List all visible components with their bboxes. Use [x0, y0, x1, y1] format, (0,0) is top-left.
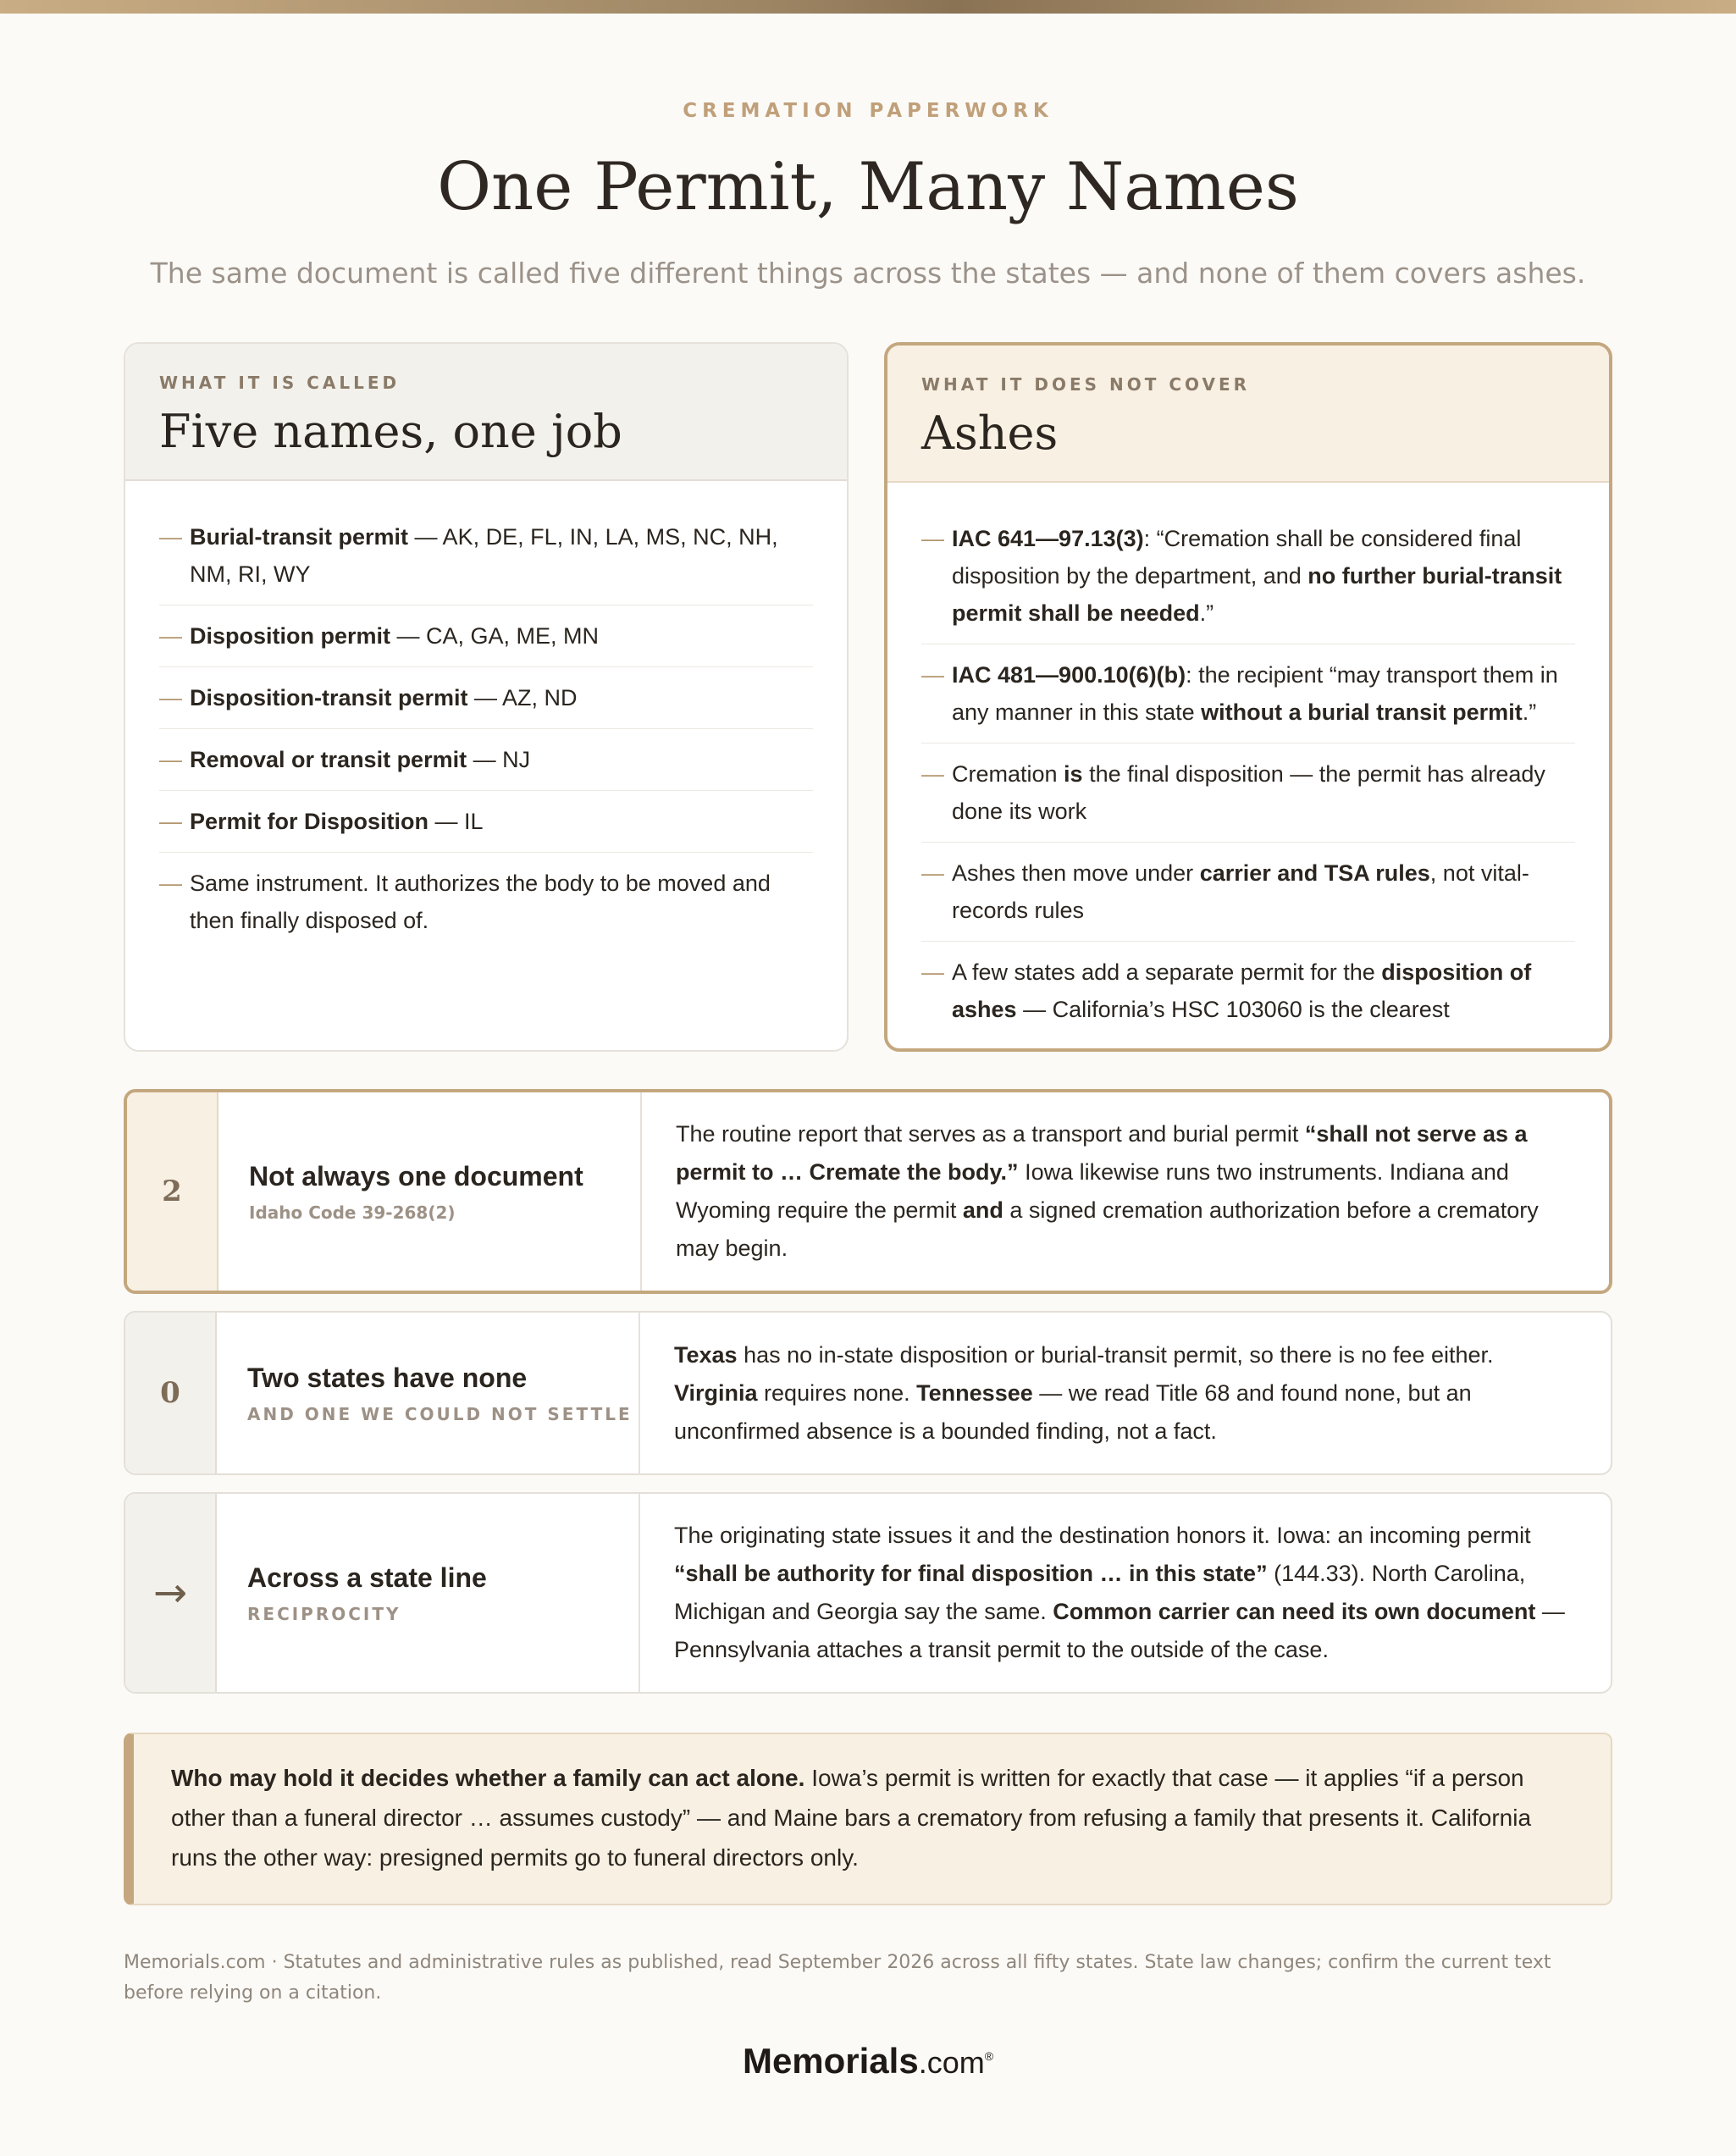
- body-text: has no in-state disposition or burial-transit permit, so there is no fee either.: [737, 1341, 1494, 1368]
- logo-tld: .com: [918, 2045, 985, 2080]
- row-body: [642, 1092, 1609, 1291]
- item-emphasis: carrier and TSA rules: [1199, 860, 1430, 886]
- row-subtitle: RECIPROCITY: [247, 1603, 401, 1624]
- row-body: [640, 1494, 1611, 1692]
- page-subtitle: The same document is called five different things across the states — and none of them covers ashes.: [150, 257, 1586, 290]
- dash-icon: —: [159, 747, 182, 772]
- row-not-always-one-document: [124, 1089, 1612, 1294]
- item-text: the final disposition — the permit has already done its work: [952, 761, 1545, 824]
- body-text: a signed cremation authorization before a crematory may begin.: [676, 1197, 1539, 1261]
- row-title: Not always one document: [249, 1160, 583, 1191]
- row-label: [217, 1494, 640, 1692]
- dash-icon: —: [921, 526, 944, 551]
- body-text: — we read Title 68 and found none, but an unconfirmed absence is a bounded finding, not a fact.: [674, 1379, 1472, 1444]
- memorials-logo[interactable]: [0, 2041, 1736, 2081]
- item-term: Disposition permit: [190, 623, 391, 649]
- item-text: A few states add a separate permit for the: [952, 959, 1382, 985]
- logo-registered-mark: ®: [984, 2049, 994, 2063]
- item-text: Cremation: [952, 761, 1064, 787]
- body-emphasis: Tennessee: [916, 1379, 1033, 1406]
- logo-brand: Memorials: [742, 2041, 919, 2081]
- card-header: [125, 344, 847, 481]
- body-text: The routine report that serves as a transport and burial permit: [676, 1121, 1305, 1147]
- card-what-it-is-called: [124, 342, 849, 1052]
- card-title: Ashes: [921, 406, 1059, 460]
- row-two-states-have-none: [124, 1311, 1612, 1475]
- list-item: [921, 644, 1575, 744]
- row-label: [217, 1313, 640, 1473]
- callout-text: Iowa’s permit is written for exactly that case — it applies “if a person other than a funeral director … assumes custody” — and Maine bars a crematory from refusing a family that presents it. California runs the other way: presigned permits go to funeral directors only.: [171, 1765, 1532, 1871]
- item-term: Burial-transit permit: [190, 524, 409, 550]
- list-item: [921, 843, 1575, 942]
- item-text: — California’s HSC 103060 is the clearest: [1016, 997, 1450, 1022]
- body-text: Iowa likewise runs two instruments. Indiana and Wyoming require the permit: [676, 1159, 1509, 1223]
- item-text: — NJ: [467, 747, 531, 772]
- row-title: Across a state line: [247, 1562, 487, 1593]
- item-text: : “Cremation shall be considered final disposition by the department, and: [952, 526, 1522, 589]
- row-subtitle: AND ONE WE COULD NOT SETTLE: [247, 1403, 633, 1424]
- footnote: Memorials.com · Statutes and administrative rules as published, read September 2026 across all fifty states. State law changes; confirm the current text before relying on a citation.: [124, 1952, 1551, 2004]
- card-what-it-does-not-cover: [884, 342, 1612, 1052]
- dash-icon: —: [159, 809, 182, 834]
- list-item: [159, 506, 813, 605]
- body-text: — Pennsylvania attaches a transit permit to the outside of the case.: [674, 1599, 1565, 1662]
- names-list: [125, 481, 847, 951]
- body-emphasis: Common carrier can need its own document: [1053, 1599, 1536, 1624]
- callout-note: [124, 1733, 1612, 1905]
- body-emphasis: Virginia: [674, 1379, 758, 1406]
- list-item: [159, 605, 813, 667]
- item-citation: IAC 481—900.10(6)(b): [952, 662, 1186, 688]
- item-term: Removal or transit permit: [190, 747, 467, 772]
- card-title: Five names, one job: [159, 405, 622, 458]
- item-text: Ashes then move under: [952, 860, 1200, 886]
- item-term: Permit for Disposition: [190, 809, 429, 834]
- dash-icon: —: [921, 959, 944, 985]
- ashes-list: [887, 483, 1609, 1040]
- row-title: Two states have none: [247, 1362, 528, 1393]
- list-item: [159, 791, 813, 853]
- list-item: [159, 667, 813, 729]
- top-accent-bar: [0, 0, 1736, 14]
- arrow-right-icon: →: [125, 1494, 217, 1692]
- kicker: CREMATION PAPERWORK: [683, 100, 1053, 122]
- row-label: [218, 1092, 642, 1291]
- dash-icon: —: [921, 860, 944, 886]
- body-text: (144.33). North Carolina, Michigan and Georgia say the same.: [674, 1561, 1526, 1624]
- dash-icon: —: [921, 761, 944, 787]
- page-title: One Permit, Many Names: [437, 149, 1299, 225]
- body-text: requires none.: [757, 1379, 917, 1406]
- list-item: [921, 508, 1575, 644]
- dash-icon: —: [159, 871, 182, 896]
- item-emphasis: is: [1064, 761, 1083, 787]
- dash-icon: —: [159, 623, 182, 649]
- item-text: — IL: [428, 809, 484, 834]
- item-text: — AZ, ND: [467, 685, 578, 710]
- body-emphasis: “shall not serve as a permit to … Cremate the body.”: [676, 1121, 1528, 1185]
- row-marker: 0: [125, 1313, 217, 1473]
- dash-icon: —: [159, 685, 182, 710]
- item-text: — AK, DE, FL, IN, LA, MS, NC, NH, NM, RI, WY: [190, 524, 778, 587]
- row-subtitle: Idaho Code 39-268(2): [249, 1202, 456, 1223]
- body-text: The originating state issues it and the destination honors it. Iowa: an incoming permit: [674, 1523, 1531, 1548]
- item-text: — CA, GA, ME, MN: [390, 623, 600, 649]
- body-emphasis: Texas: [674, 1341, 738, 1368]
- card-eyebrow: WHAT IT DOES NOT COVER: [921, 374, 1251, 395]
- card-eyebrow: WHAT IT IS CALLED: [159, 373, 401, 393]
- callout-lead: Who may hold it decides whether a family can act alone.: [171, 1765, 805, 1791]
- body-emphasis: and: [962, 1197, 1003, 1223]
- item-text: .”: [1199, 600, 1214, 626]
- list-item: [159, 853, 813, 951]
- dash-icon: —: [921, 662, 944, 688]
- body-emphasis: “shall be authority for final disposition … in this state”: [674, 1561, 1268, 1586]
- dash-icon: —: [159, 524, 182, 550]
- item-emphasis: disposition of ashes: [952, 959, 1532, 1022]
- item-emphasis: without a burial transit permit: [1201, 699, 1523, 725]
- row-body: [640, 1313, 1611, 1473]
- item-text: Same instrument. It authorizes the body to be moved and then finally disposed of.: [190, 871, 771, 933]
- item-citation: IAC 641—97.13(3): [952, 526, 1144, 551]
- list-item: [921, 744, 1575, 843]
- row-across-a-state-line: [124, 1492, 1612, 1694]
- card-header: [887, 346, 1609, 483]
- list-item: [921, 942, 1575, 1040]
- item-text: , not vital-records rules: [952, 860, 1529, 923]
- list-item: [159, 729, 813, 791]
- item-term: Disposition-transit permit: [190, 685, 468, 710]
- row-marker: 2: [127, 1092, 218, 1291]
- item-emphasis: no further burial-transit permit shall be needed: [952, 563, 1562, 626]
- item-text: .”: [1522, 699, 1537, 725]
- item-text: : the recipient “may transport them in any manner in this state: [952, 662, 1558, 725]
